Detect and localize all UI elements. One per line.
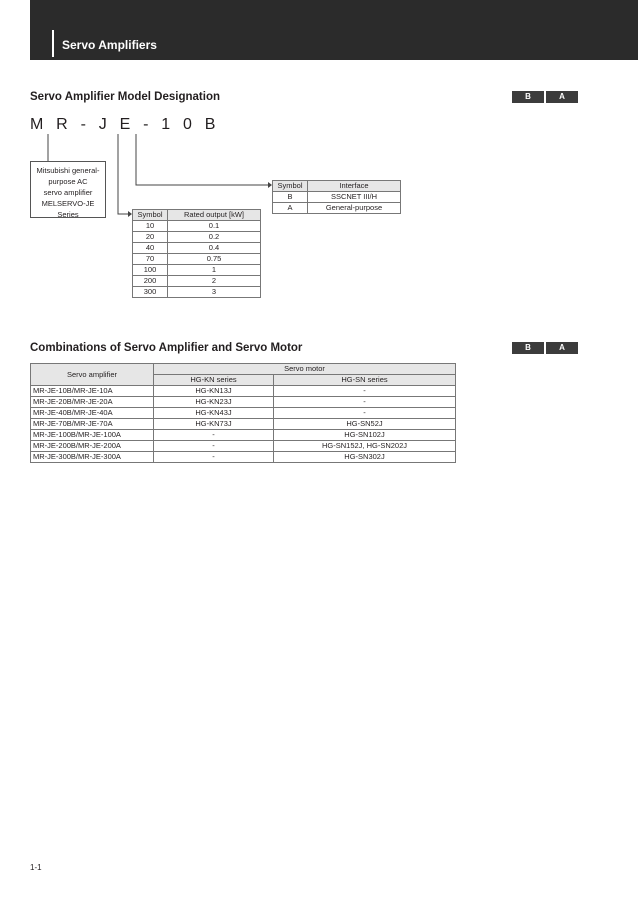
table-cell: 70 <box>133 254 168 265</box>
table-row <box>133 276 261 287</box>
table-cell: 40 <box>133 243 168 254</box>
table-cell: HG-SN152J, HG-SN202J <box>274 441 456 452</box>
table-cell: 0.75 <box>168 254 261 265</box>
model-code: M R - J E - 1 0 B <box>30 116 220 133</box>
table-cell: HG-KN73J <box>154 419 274 430</box>
table-row <box>133 265 261 276</box>
header-cell-motor: Servo motor <box>154 364 456 375</box>
table-row <box>31 408 456 419</box>
header-cell: Symbol <box>273 181 308 192</box>
table-cell: 0.2 <box>168 232 261 243</box>
table-cell: MR-JE-200B/MR-JE-200A <box>31 441 154 452</box>
table-header-row <box>31 364 456 375</box>
table-row <box>31 452 456 463</box>
table-cell: 100 <box>133 265 168 276</box>
table-row <box>133 243 261 254</box>
designation-connector-lines <box>0 0 638 320</box>
header-cell: Rated output [kW] <box>168 210 261 221</box>
table-cell: HG-SN302J <box>274 452 456 463</box>
table-cell: MR-JE-100B/MR-JE-100A <box>31 430 154 441</box>
table-cell: HG-SN52J <box>274 419 456 430</box>
table-cell: 300 <box>133 287 168 298</box>
header-cell-hg-kn: HG-KN series <box>154 375 274 386</box>
table-row <box>133 221 261 232</box>
table-cell: HG-KN43J <box>154 408 274 419</box>
table-cell: 2 <box>168 276 261 287</box>
table-cell: B <box>273 192 308 203</box>
description-line: MELSERVO-JE <box>41 199 95 208</box>
table-cell: - <box>154 441 274 452</box>
description-line: Mitsubishi general- <box>36 166 100 175</box>
table-row <box>273 192 401 203</box>
header-cell-hg-sn: HG-SN series <box>274 375 456 386</box>
table-cell: HG-KN13J <box>154 386 274 397</box>
rated-output-table <box>132 209 261 298</box>
table-cell: MR-JE-40B/MR-JE-40A <box>31 408 154 419</box>
table-cell: MR-JE-10B/MR-JE-10A <box>31 386 154 397</box>
table-cell: - <box>274 408 456 419</box>
table-row <box>133 287 261 298</box>
header-cell: Interface <box>308 181 401 192</box>
combinations-title: Combinations of Servo Amplifier and Servo Motor <box>30 342 303 354</box>
table-cell: 200 <box>133 276 168 287</box>
table-row <box>31 441 456 452</box>
header-cell: Symbol <box>133 210 168 221</box>
table-cell: 0.4 <box>168 243 261 254</box>
designation-title: Servo Amplifier Model Designation <box>30 91 220 103</box>
description-line: servo amplifier <box>43 188 93 197</box>
table-row <box>31 386 456 397</box>
description-line: Series <box>57 210 79 219</box>
table-cell: A <box>273 203 308 214</box>
badge-a: A <box>546 342 578 354</box>
interface-table <box>272 180 401 214</box>
table-cell: MR-JE-300B/MR-JE-300A <box>31 452 154 463</box>
table-cell: 1 <box>168 265 261 276</box>
table-cell: MR-JE-20B/MR-JE-20A <box>31 397 154 408</box>
table-row <box>31 419 456 430</box>
table-cell: - <box>154 430 274 441</box>
table-row <box>273 203 401 214</box>
connector-output <box>118 134 128 214</box>
page-number: 1-1 <box>30 863 42 872</box>
table-cell: HG-KN23J <box>154 397 274 408</box>
badge-b: B <box>512 342 544 354</box>
table-header-row <box>273 181 401 192</box>
connector-interface <box>136 134 268 185</box>
badge-a: A <box>546 91 578 103</box>
table-row <box>133 254 261 265</box>
table-cell: 0.1 <box>168 221 261 232</box>
badge-b: B <box>512 91 544 103</box>
header-cell-amplifier: Servo amplifier <box>31 364 154 386</box>
combination-table <box>30 363 456 463</box>
table-cell: - <box>274 397 456 408</box>
table-cell: 3 <box>168 287 261 298</box>
page-title: Servo Amplifiers <box>62 38 157 52</box>
table-row <box>31 397 456 408</box>
description-line: purpose AC <box>48 177 88 186</box>
table-cell: 10 <box>133 221 168 232</box>
table-row <box>31 430 456 441</box>
table-cell: - <box>154 452 274 463</box>
table-cell: HG-SN102J <box>274 430 456 441</box>
table-row <box>133 232 261 243</box>
table-cell: 20 <box>133 232 168 243</box>
table-header-row <box>133 210 261 221</box>
table-cell: - <box>274 386 456 397</box>
table-cell: SSCNET III/H <box>308 192 401 203</box>
table-cell: General-purpose <box>308 203 401 214</box>
table-cell: MR-JE-70B/MR-JE-70A <box>31 419 154 430</box>
